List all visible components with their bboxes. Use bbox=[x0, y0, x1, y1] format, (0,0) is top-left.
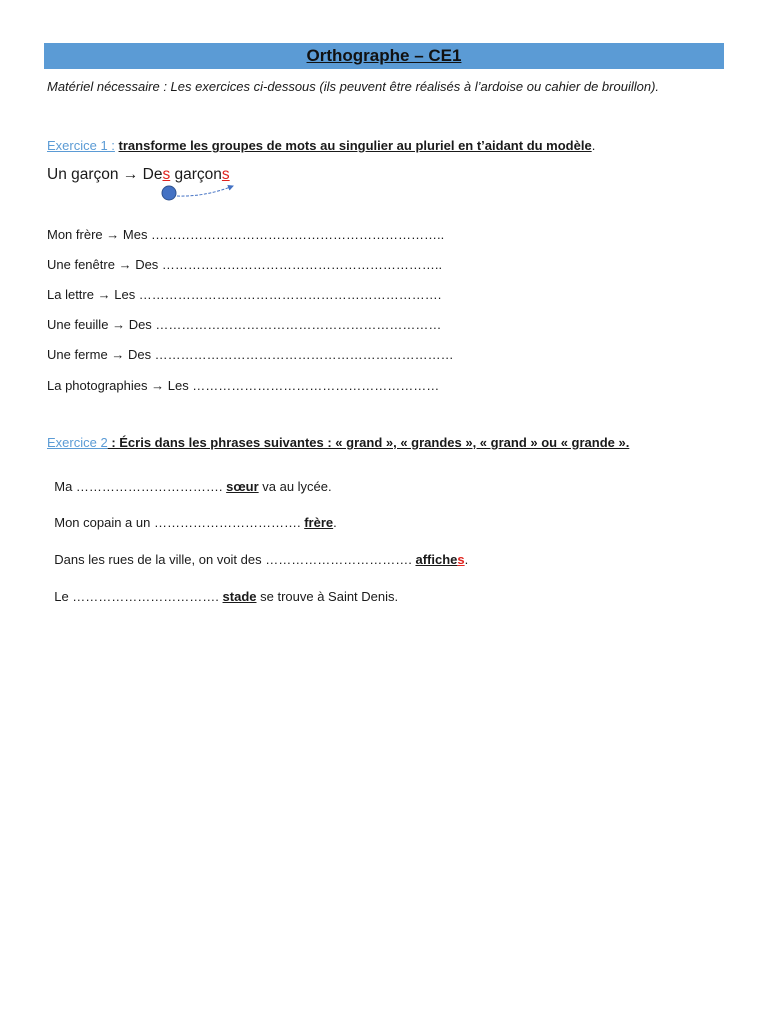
sentence-word: affiche bbox=[415, 552, 458, 567]
exercise1-item bbox=[47, 347, 454, 362]
right-arrow-icon: → bbox=[112, 317, 126, 332]
sentence-after: se trouve à Saint Denis. bbox=[256, 589, 399, 604]
item-singular: La lettre bbox=[47, 287, 94, 302]
model-noun-s: s bbox=[221, 166, 230, 183]
sentence-word: sœur bbox=[226, 479, 259, 494]
exercise2-instruction: : Écris dans les phrases suivantes : « grand », « grandes », « grand » ou « grande ». bbox=[107, 435, 630, 450]
item-answer-blank: Des ………………………………………………………… bbox=[128, 317, 442, 332]
item-singular: Une ferme bbox=[47, 347, 108, 362]
exercise1-item bbox=[47, 317, 441, 332]
sentence-before: Ma ……………………………. bbox=[54, 479, 227, 494]
item-answer-blank: Des ……………………………………………………….. bbox=[135, 257, 443, 272]
right-arrow-icon: → bbox=[151, 378, 165, 393]
agreement-arrow-icon bbox=[155, 180, 245, 204]
page-title: Orthographe – CE1 bbox=[306, 46, 462, 65]
item-answer-blank: Mes ………………………………………………………….. bbox=[122, 227, 445, 242]
exercise1-item bbox=[47, 257, 442, 272]
exercise1-instruction: transforme les groupes de mots au singulier au pluriel en t’aidant du modèle bbox=[118, 138, 592, 153]
exercise1-heading bbox=[47, 138, 595, 153]
sentence-word: frère bbox=[304, 515, 334, 530]
materiel-note: Matériel nécessaire : Les exercices ci-dessous (ils peuvent être réalisés à l’ardoise ou cahier de brouillon). bbox=[47, 79, 660, 94]
title-banner bbox=[44, 43, 724, 69]
sentence-before: Le ……………………………. bbox=[54, 589, 223, 604]
sentence-before: Mon copain a un ……………………………. bbox=[54, 515, 305, 530]
item-answer-blank: Les ………………………………………………… bbox=[167, 378, 440, 393]
right-arrow-icon: → bbox=[118, 257, 132, 272]
item-answer-blank: Les ……………………………………………………………. bbox=[114, 287, 442, 302]
item-answer-blank: Des …………………………………………………………… bbox=[127, 347, 454, 362]
sentence-word: stade bbox=[222, 589, 257, 604]
sentence-before: Dans les rues de la ville, on voit des ……………………………. bbox=[54, 552, 416, 567]
exercise1-item bbox=[47, 378, 439, 393]
exercise2-label: Exercice 2 bbox=[47, 435, 108, 450]
item-singular: La photographies bbox=[47, 378, 148, 393]
right-arrow-icon: → bbox=[122, 166, 139, 183]
sentence-2 bbox=[47, 500, 337, 530]
sentence-word-plural: s bbox=[457, 552, 465, 567]
sentence-after: . bbox=[333, 515, 337, 530]
item-singular: Une fenêtre bbox=[47, 257, 115, 272]
sentence-1 bbox=[47, 464, 332, 494]
right-arrow-icon: → bbox=[111, 347, 125, 362]
model-singular: Un garçon bbox=[47, 166, 119, 183]
model-det-base: De bbox=[142, 166, 163, 183]
circle-icon bbox=[162, 186, 176, 200]
sentence-after: va au lycée. bbox=[258, 479, 332, 494]
sentence-after: . bbox=[464, 552, 469, 567]
sentence-3 bbox=[47, 537, 468, 567]
right-arrow-icon: → bbox=[106, 227, 120, 242]
right-arrow-icon: → bbox=[97, 287, 111, 302]
item-singular: Mon frère bbox=[47, 227, 103, 242]
model-det-s: s bbox=[162, 166, 171, 183]
item-singular: Une feuille bbox=[47, 317, 109, 332]
exercise1-item bbox=[47, 227, 444, 242]
exercise2-heading bbox=[47, 435, 629, 450]
exercise1-label: Exercice 1 : bbox=[47, 138, 115, 153]
model-noun-base: garçon bbox=[170, 166, 222, 183]
exercise1-item bbox=[47, 287, 441, 302]
exercise1-end: . bbox=[591, 138, 596, 153]
sentence-4 bbox=[47, 574, 398, 604]
